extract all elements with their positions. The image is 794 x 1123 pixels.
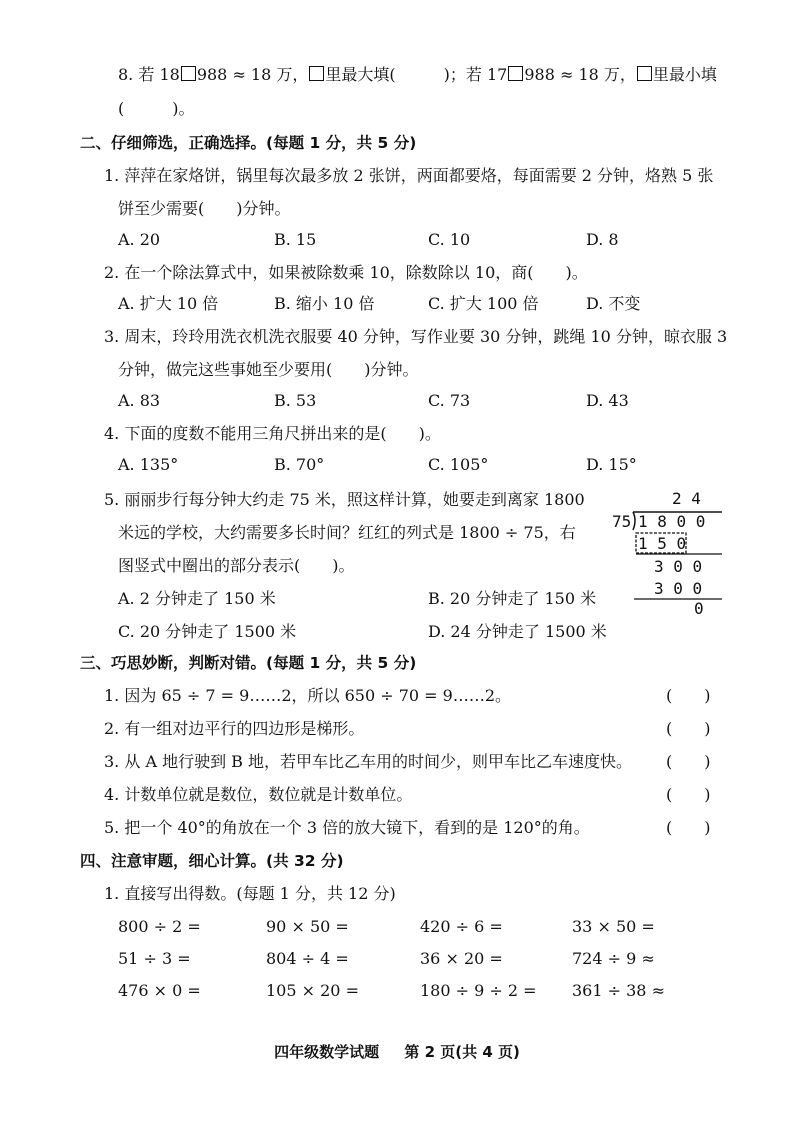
footer-subject: 四年级数学试题 [274,1043,380,1061]
calc-item: 180 ÷ 9 ÷ 2 = [420,981,537,1000]
s2-q3-option-a[interactable]: A. 83 [118,391,161,410]
s2-q5-option-a[interactable]: A. 2 分钟走了 150 米 [118,589,276,608]
s2-q3-option-d[interactable]: D. 43 [586,391,629,410]
calc-item: 420 ÷ 6 = [420,917,503,936]
s3-answer-3[interactable]: ( ) [666,752,711,771]
s2-q3-option-b[interactable]: B. 53 [274,391,317,410]
s2-q5-line1: 5. 丽丽步行每分钟大约走 75 米，照这样计算，她要走到离家 1800 [104,490,585,509]
page-footer [0,1041,794,1062]
calc-item: 51 ÷ 3 = [118,949,191,968]
long-division-figure [612,484,728,618]
s3-item-4: 4. 计数单位就是数位，数位就是计数单位。 [104,785,413,804]
s3-answer-5[interactable]: ( ) [666,818,711,837]
s3-answer-4[interactable]: ( ) [666,785,711,804]
s2-q1-line2: 饼至少需要( )分钟。 [118,199,291,218]
s3-answer-2[interactable]: ( ) [666,719,711,738]
s2-q2-option-d[interactable]: D. 不变 [586,294,641,313]
s2-q1-option-b[interactable]: B. 15 [274,230,317,249]
section3-title: 三、巧思妙断，判断对错。(每题 1 分，共 5 分) [80,654,417,672]
s4-sub1: 1. 直接写出得数。(每题 1 分，共 12 分) [104,884,396,903]
s2-q4-option-c[interactable]: C. 105° [428,455,489,474]
calc-item: 105 × 20 = [266,981,359,1000]
s2-q1-option-a[interactable]: A. 20 [118,230,161,249]
calc-item: 804 ÷ 4 = [266,949,349,968]
s2-q1-option-c[interactable]: C. 10 [428,230,471,249]
step2-text: 3 0 0 [654,557,703,576]
calc-item: 476 × 0 = [118,981,201,1000]
s2-q4-line1: 4. 下面的度数不能用三角尺拼出来的是( )。 [104,424,441,443]
q8-line1: 8. 若 18 988 ≈ 18 万， 里最大填( )；若 17 988 ≈ 18 万， 里最小填 [118,65,717,84]
section2-title: 二、仔细筛选，正确选择。(每题 1 分，共 5 分) [80,134,417,152]
footer-page-number: 第 2 页(共 4 页) [404,1043,520,1061]
s2-q2-line1: 2. 在一个除法算式中，如果被除数乘 10，除数除以 10，商( )。 [104,263,588,282]
s2-q5-line2: 米远的学校，大约需要多长时间？红红的列式是 1800 ÷ 75，右 [118,523,576,542]
q8-line2: ( )。 [118,99,195,118]
s2-q2-option-c[interactable]: C. 扩大 100 倍 [428,294,539,313]
s2-q2-option-a[interactable]: A. 扩大 10 倍 [118,294,219,313]
quotient-text: 2 4 [672,489,701,508]
s2-q4-option-d[interactable]: D. 15° [586,455,637,474]
step3-text: 3 0 0 [654,579,703,598]
calc-item: 33 × 50 = [572,917,655,936]
s3-item-5: 5. 把一个 40°的角放在一个 3 倍的放大镜下，看到的是 120°的角。 [104,818,590,837]
step1-text: 1 5 0 [638,534,687,553]
divisor-text: 75 [612,512,632,531]
blank-box [309,66,324,81]
calc-item: 90 × 50 = [266,917,349,936]
dividend-text: 1 8 0 0 [638,512,706,531]
s2-q5-line3: 图竖式中圈出的部分表示( )。 [118,556,355,575]
s2-q3-option-c[interactable]: C. 73 [428,391,471,410]
s2-q3-line2: 分钟，做完这些事她至少要用( )分钟。 [118,360,419,379]
s2-q5-option-c[interactable]: C. 20 分钟走了 1500 米 [118,622,297,641]
s2-q5-option-b[interactable]: B. 20 分钟走了 150 米 [428,589,597,608]
s2-q3-line1: 3. 周末，玲玲用洗衣机洗衣服要 40 分钟，写作业要 30 分钟，跳绳 10 分钟，晾衣服 3 [104,327,728,346]
s3-item-3: 3. 从 A 地行驶到 B 地，若甲车比乙车用的时间少，则甲车比乙车速度快。 [104,752,633,771]
s2-q4-option-b[interactable]: B. 70° [274,455,325,474]
s2-q4-option-a[interactable]: A. 135° [118,455,179,474]
blank-box [508,66,523,81]
blank-box [637,66,652,81]
s2-q1-line1: 1. 萍萍在家烙饼，锅里每次最多放 2 张饼，两面都要烙，每面需要 2 分钟，烙熟 5 张 [104,166,714,185]
section4-title: 四、注意审题，细心计算。(共 32 分) [80,852,344,870]
s3-item-1: 1. 因为 65 ÷ 7 = 9……2，所以 650 ÷ 70 = 9……2。 [104,686,511,705]
remainder-text: 0 [694,599,704,618]
s3-answer-1[interactable]: ( ) [666,686,711,705]
s3-item-2: 2. 有一组对边平行的四边形是梯形。 [104,719,365,738]
calc-item: 361 ÷ 38 ≈ [572,981,665,1000]
calc-item: 800 ÷ 2 = [118,917,201,936]
calc-item: 724 ÷ 9 ≈ [572,949,655,968]
s2-q5-option-d[interactable]: D. 24 分钟走了 1500 米 [428,622,607,641]
blank-box [181,66,196,81]
s2-q2-option-b[interactable]: B. 缩小 10 倍 [274,294,375,313]
calc-item: 36 × 20 = [420,949,503,968]
s2-q1-option-d[interactable]: D. 8 [586,230,619,249]
